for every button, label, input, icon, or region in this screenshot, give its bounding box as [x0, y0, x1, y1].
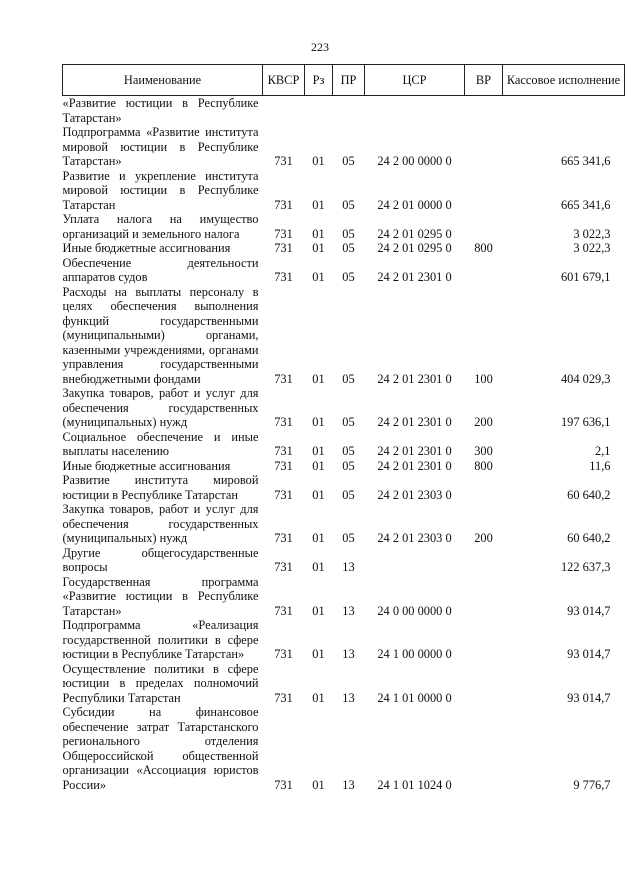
table-cell-amount: 11,6 — [589, 458, 611, 473]
table-cell-csr: 24 2 01 2301 0 — [377, 270, 452, 284]
table-cell-pr: 05 — [342, 487, 355, 502]
table-cell-kvsr: 731 — [274, 226, 293, 241]
table-cell-kvsr: 731 — [274, 415, 293, 429]
table-cell-kvsr: 731 — [274, 777, 293, 792]
table-cell-rz: 01 — [312, 603, 325, 618]
table-cell-pr: 05 — [342, 270, 355, 284]
table-row — [63, 285, 625, 387]
table-cell-pr: 05 — [342, 444, 355, 458]
table-cell-pr: 05 — [342, 371, 355, 386]
table-cell-rz: 01 — [312, 458, 325, 473]
table-cell-csr: 24 2 01 2303 0 — [377, 487, 452, 502]
table-cell-amount: 665 341,6 — [560, 154, 611, 168]
table-cell-amount: 93 014,7 — [567, 603, 611, 618]
table-cell-vr: 800 — [474, 241, 493, 255]
table-header-row — [63, 65, 625, 96]
table-row — [63, 459, 625, 474]
table-row — [63, 705, 625, 792]
table-cell-kvsr — [263, 96, 305, 126]
table-cell-amount: 665 341,6 — [560, 197, 611, 212]
table-cell-name: «Развитие юстиции в Республике Татарстан» — [62, 96, 259, 125]
table-cell-amount: 122 637,3 — [560, 560, 611, 574]
table-cell-name: Государственная программа «Развитие юстиции в Республике Татарстан» — [62, 574, 259, 618]
table-cell-kvsr: 731 — [274, 458, 293, 473]
table-cell-kvsr: 731 — [274, 371, 293, 386]
header-rz: Рз — [305, 65, 333, 96]
table-cell-amount: 60 640,2 — [567, 531, 611, 545]
table-cell-vr — [465, 125, 503, 169]
table-row — [63, 662, 625, 706]
table-cell-amount: 601 679,1 — [560, 270, 611, 284]
table-cell-vr — [465, 212, 503, 241]
table-cell-rz: 01 — [312, 197, 325, 212]
table-row — [63, 96, 625, 126]
header-cash: Кассовое исполнение — [503, 65, 625, 96]
table-cell-vr: 100 — [474, 371, 493, 386]
table-cell-rz — [305, 96, 333, 126]
table-cell-vr — [465, 662, 503, 706]
table-cell-amount: 3 022,3 — [573, 226, 611, 241]
table-cell-rz: 01 — [312, 415, 325, 429]
table-cell-amount: 197 636,1 — [560, 415, 611, 429]
table-cell-rz: 01 — [312, 777, 325, 792]
table-cell-csr: 24 2 01 2301 0 — [377, 444, 452, 458]
table-cell-csr: 24 1 01 1024 0 — [377, 777, 452, 792]
table-cell-kvsr: 731 — [274, 154, 293, 168]
table-cell-name: Социальное обеспечение и иные выплаты населению — [62, 429, 259, 458]
table-cell-kvsr: 731 — [274, 197, 293, 212]
table-cell-vr — [465, 575, 503, 619]
table-cell-kvsr: 731 — [274, 647, 293, 661]
table-row — [63, 386, 625, 430]
table-row — [63, 241, 625, 256]
table-cell-vr — [465, 546, 503, 575]
table-cell-rz: 01 — [312, 690, 325, 705]
table-cell-name: Закупка товаров, работ и услуг для обеспечения государственных (муниципальных) нужд — [62, 502, 259, 545]
table-cell-csr: 24 1 01 0000 0 — [377, 690, 452, 705]
table-cell-vr: 200 — [474, 415, 493, 429]
table-row — [63, 473, 625, 502]
table-cell-csr: 24 2 00 0000 0 — [377, 154, 452, 168]
page-number: 223 — [311, 40, 329, 54]
table-cell-rz: 01 — [312, 270, 325, 284]
table-cell-pr: 05 — [342, 415, 355, 429]
table-cell-rz: 01 — [312, 226, 325, 241]
table-cell-rz: 01 — [312, 444, 325, 458]
table-cell-name: Другие общегосударственные вопросы — [62, 545, 259, 574]
header-pr: ПР — [333, 65, 365, 96]
table-cell-vr — [465, 473, 503, 502]
table-cell-vr — [465, 96, 503, 126]
table-row — [63, 575, 625, 619]
table-cell-amount: 404 029,3 — [560, 371, 611, 386]
table-cell-csr: 24 2 01 2303 0 — [377, 531, 452, 545]
table-cell-rz: 01 — [312, 647, 325, 661]
table-row — [63, 430, 625, 459]
table-cell-rz: 01 — [312, 154, 325, 168]
table-cell-amount: 93 014,7 — [567, 647, 611, 661]
header-vr: ВР — [465, 65, 503, 96]
table-row — [63, 256, 625, 285]
table-cell-rz: 01 — [312, 371, 325, 386]
table-cell-vr: 300 — [474, 444, 493, 458]
table-cell-vr — [465, 705, 503, 792]
header-kvsr: КВСР — [263, 65, 305, 96]
table-cell-vr: 200 — [474, 531, 493, 545]
table-cell-pr: 13 — [342, 777, 355, 792]
table-cell-pr: 13 — [342, 603, 355, 618]
header-csr: ЦСР — [365, 65, 465, 96]
table-cell-rz: 01 — [312, 560, 325, 574]
table-cell-vr — [465, 169, 503, 213]
table-cell-name: Развитие института мировой юстиции в Республике Татарстан — [62, 473, 259, 502]
table-cell-name: Закупка товаров, работ и услуг для обеспечения государственных (муниципальных) нужд — [62, 386, 259, 429]
table-cell-csr — [365, 546, 465, 575]
table-cell-pr: 05 — [342, 197, 355, 212]
table-cell-name: Расходы на выплаты персоналу в целях обеспечения выполнения функций государственными (муниципальными) органами, казенными учреждениями, органами управления государственными внебюджетными фондами — [62, 284, 259, 386]
table-cell-pr: 05 — [342, 458, 355, 473]
table-cell-rz: 01 — [312, 241, 325, 255]
table-cell-name: Иные бюджетные ассигнования — [62, 241, 231, 255]
table-cell-name: Уплата налога на имущество организаций и земельного налога — [62, 212, 259, 241]
table-row — [63, 502, 625, 546]
table-cell-amount: 2,1 — [595, 444, 611, 458]
table-cell-name: Иные бюджетные ассигнования — [62, 458, 231, 473]
table-row — [63, 618, 625, 662]
table-cell-csr — [365, 96, 465, 126]
table-cell-kvsr: 731 — [274, 560, 293, 574]
table-row — [63, 169, 625, 213]
table-cell-kvsr: 731 — [274, 270, 293, 284]
table-cell-csr: 24 2 01 2301 0 — [377, 458, 452, 473]
table-cell-pr: 13 — [342, 560, 355, 574]
table-row — [63, 546, 625, 575]
table-cell-name: Подпрограмма «Реализация государственной политики в сфере юстиции в Республике Татарстан» — [62, 618, 259, 661]
table-cell-amount: 3 022,3 — [573, 241, 611, 255]
table-cell-vr — [465, 256, 503, 285]
table-cell-name: Подпрограмма «Развитие института мировой юстиции в Республике Татарстан» — [62, 125, 259, 168]
table-cell-name: Обеспечение деятельности аппаратов судов — [62, 255, 259, 284]
table-cell-rz: 01 — [312, 487, 325, 502]
header-name: Наименование — [63, 65, 263, 96]
table-cell-kvsr: 731 — [274, 531, 293, 545]
table-cell-pr: 13 — [342, 690, 355, 705]
table-cell-csr: 24 0 00 0000 0 — [377, 603, 452, 618]
table-cell-csr: 24 2 01 2301 0 — [377, 371, 452, 386]
table-cell-rz: 01 — [312, 531, 325, 545]
table-cell-csr: 24 2 01 0295 0 — [377, 226, 452, 241]
table-cell-kvsr: 731 — [274, 690, 293, 705]
table-cell-csr: 24 2 01 0295 0 — [377, 241, 452, 255]
table-cell-vr: 800 — [474, 458, 493, 473]
table-cell-kvsr: 731 — [274, 487, 293, 502]
table-cell-vr — [465, 618, 503, 662]
table-cell-pr: 05 — [342, 241, 355, 255]
budget-table — [62, 64, 625, 792]
table-cell-csr: 24 1 00 0000 0 — [377, 647, 452, 661]
table-cell-kvsr: 731 — [274, 603, 293, 618]
table-row — [63, 212, 625, 241]
table-cell-pr: 05 — [342, 531, 355, 545]
table-cell-name: Субсидии на финансовое обеспечение затрат Татарстанского регионального отделения Общероссийской общественной организации «Ассоциация юристов России» — [62, 705, 259, 792]
table-cell-amount — [503, 96, 625, 126]
table-cell-csr: 24 2 01 0000 0 — [377, 197, 452, 212]
table-cell-kvsr: 731 — [274, 241, 293, 255]
table-cell-csr: 24 2 01 2301 0 — [377, 415, 452, 429]
table-cell-name: Развитие и укрепление института мировой юстиции в Республике Татарстан — [62, 168, 259, 212]
table-cell-name: Осуществление политики в сфере юстиции в пределах полномочий Республики Татарстан — [62, 661, 259, 705]
table-row — [63, 125, 625, 169]
table-cell-amount: 93 014,7 — [567, 690, 611, 705]
table-cell-pr: 05 — [342, 226, 355, 241]
table-cell-kvsr: 731 — [274, 444, 293, 458]
table-cell-amount: 60 640,2 — [567, 487, 611, 502]
table-cell-pr: 05 — [342, 154, 355, 168]
table-cell-pr — [333, 96, 365, 126]
table-cell-amount: 9 776,7 — [573, 777, 611, 792]
table-cell-pr: 13 — [342, 647, 355, 661]
